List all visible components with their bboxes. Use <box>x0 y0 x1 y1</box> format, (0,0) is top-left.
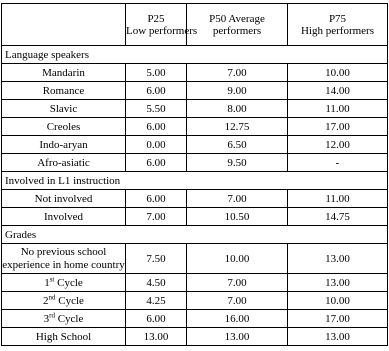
cell-p25: 7.50 <box>126 244 187 274</box>
cell-p75: - <box>288 154 388 172</box>
cell-p50: 7.00 <box>187 190 288 208</box>
row-label <box>2 292 126 310</box>
table-row <box>2 136 388 154</box>
cell-p25: 5.00 <box>126 64 187 82</box>
cell-p50: 9.50 <box>187 154 288 172</box>
group-title-grades: Grades <box>2 226 388 244</box>
cell-p50: 9.00 <box>187 82 288 100</box>
group-row-l1 <box>2 172 388 190</box>
cell-p75: 14.75 <box>288 208 388 226</box>
cell-p50: 13.00 <box>187 328 288 346</box>
table-row <box>2 310 388 328</box>
cell-p50: 10.00 <box>187 244 288 274</box>
cell-p50: 12.75 <box>187 118 288 136</box>
table-row <box>2 82 388 100</box>
table-row <box>2 328 388 346</box>
cycle-word: Cycle <box>54 276 83 289</box>
header-p75-line1: P75 <box>328 12 347 25</box>
cell-p25: 4.25 <box>126 292 187 310</box>
header-p50-line1: P50 Average <box>209 12 265 25</box>
cell-p50: 10.50 <box>187 208 288 226</box>
header-p25 <box>126 4 198 46</box>
cycle-ordinal: st <box>49 274 55 283</box>
table-row <box>2 208 388 226</box>
row-label: Slavic <box>2 100 126 118</box>
cycle-number: 3 <box>43 312 50 325</box>
cell-p25: 4.50 <box>126 274 187 292</box>
row-label: Mandarin <box>2 64 126 82</box>
header-p50-line2: performers <box>212 24 262 37</box>
cell-p25: 6.00 <box>126 118 187 136</box>
cell-p25: 5.50 <box>126 100 187 118</box>
cell-p75: 17.00 <box>288 118 388 136</box>
table-row <box>2 154 388 172</box>
cell-p75: 17.00 <box>288 310 388 328</box>
group-title-language: Language speakers <box>2 46 388 64</box>
cell-p75: 13.00 <box>288 274 388 292</box>
cell-p75: 13.00 <box>288 244 388 274</box>
cell-p25: 6.00 <box>126 190 187 208</box>
table-row <box>2 118 388 136</box>
cycle-number: 2 <box>43 294 49 307</box>
cell-p50: 7.00 <box>187 64 288 82</box>
row-label: Not involved <box>2 190 126 208</box>
cell-p25: 7.00 <box>126 208 187 226</box>
header-empty-cell <box>2 4 126 46</box>
performers-table <box>1 3 388 346</box>
cycle-number: 1 <box>44 276 50 289</box>
row-label: Afro-asiatic <box>2 154 126 172</box>
cell-p50: 8.00 <box>187 100 288 118</box>
header-p25-line1: P25 <box>147 12 165 25</box>
cell-p75: 10.00 <box>288 64 388 82</box>
row-label <box>2 310 126 328</box>
cell-p50: 16.00 <box>187 310 288 328</box>
cell-p25: 6.00 <box>126 154 187 172</box>
group-title-l1: Involved in L1 instruction <box>2 172 388 190</box>
table-row <box>2 190 388 208</box>
cell-p25: 6.00 <box>126 82 187 100</box>
cell-p75: 10.00 <box>288 292 388 310</box>
cell-p75: 11.00 <box>288 100 388 118</box>
cycle-word: Cycle <box>55 294 84 307</box>
table-row <box>2 292 388 310</box>
cell-p75: 12.00 <box>288 136 388 154</box>
row-label: Indo-aryan <box>2 136 126 154</box>
cell-p50: 6.50 <box>187 136 288 154</box>
table-row <box>2 100 388 118</box>
cell-p50: 7.00 <box>187 274 288 292</box>
row-label: Involved <box>2 208 126 226</box>
header-row <box>2 4 388 46</box>
cell-p50: 7.00 <box>187 292 288 310</box>
header-p50 <box>187 4 288 46</box>
row-label: Romance <box>2 82 126 100</box>
cell-p75: 14.00 <box>288 82 388 100</box>
table-row <box>2 64 388 82</box>
row-label: Creoles <box>2 118 126 136</box>
row-label: No previous school experience in home country <box>2 244 126 274</box>
cycle-ordinal: nd <box>48 292 56 301</box>
cycle-word: Cycle <box>54 312 84 325</box>
cell-p25: 0.00 <box>126 136 187 154</box>
table-row <box>2 244 388 274</box>
cell-p75: 11.00 <box>288 190 388 208</box>
cell-p75: 13.00 <box>288 328 388 346</box>
row-label <box>2 274 126 292</box>
header-p75 <box>288 4 388 46</box>
cell-p25: 13.00 <box>126 328 187 346</box>
group-row-language <box>2 46 388 64</box>
group-row-grades <box>2 226 388 244</box>
table-row <box>2 274 388 292</box>
row-label: High School <box>2 328 126 346</box>
cell-p25: 6.00 <box>126 310 187 328</box>
header-p75-line2: High performers <box>300 24 374 37</box>
cycle-ordinal: rd <box>49 310 55 319</box>
header-p25-line2: Low performers <box>126 24 198 37</box>
